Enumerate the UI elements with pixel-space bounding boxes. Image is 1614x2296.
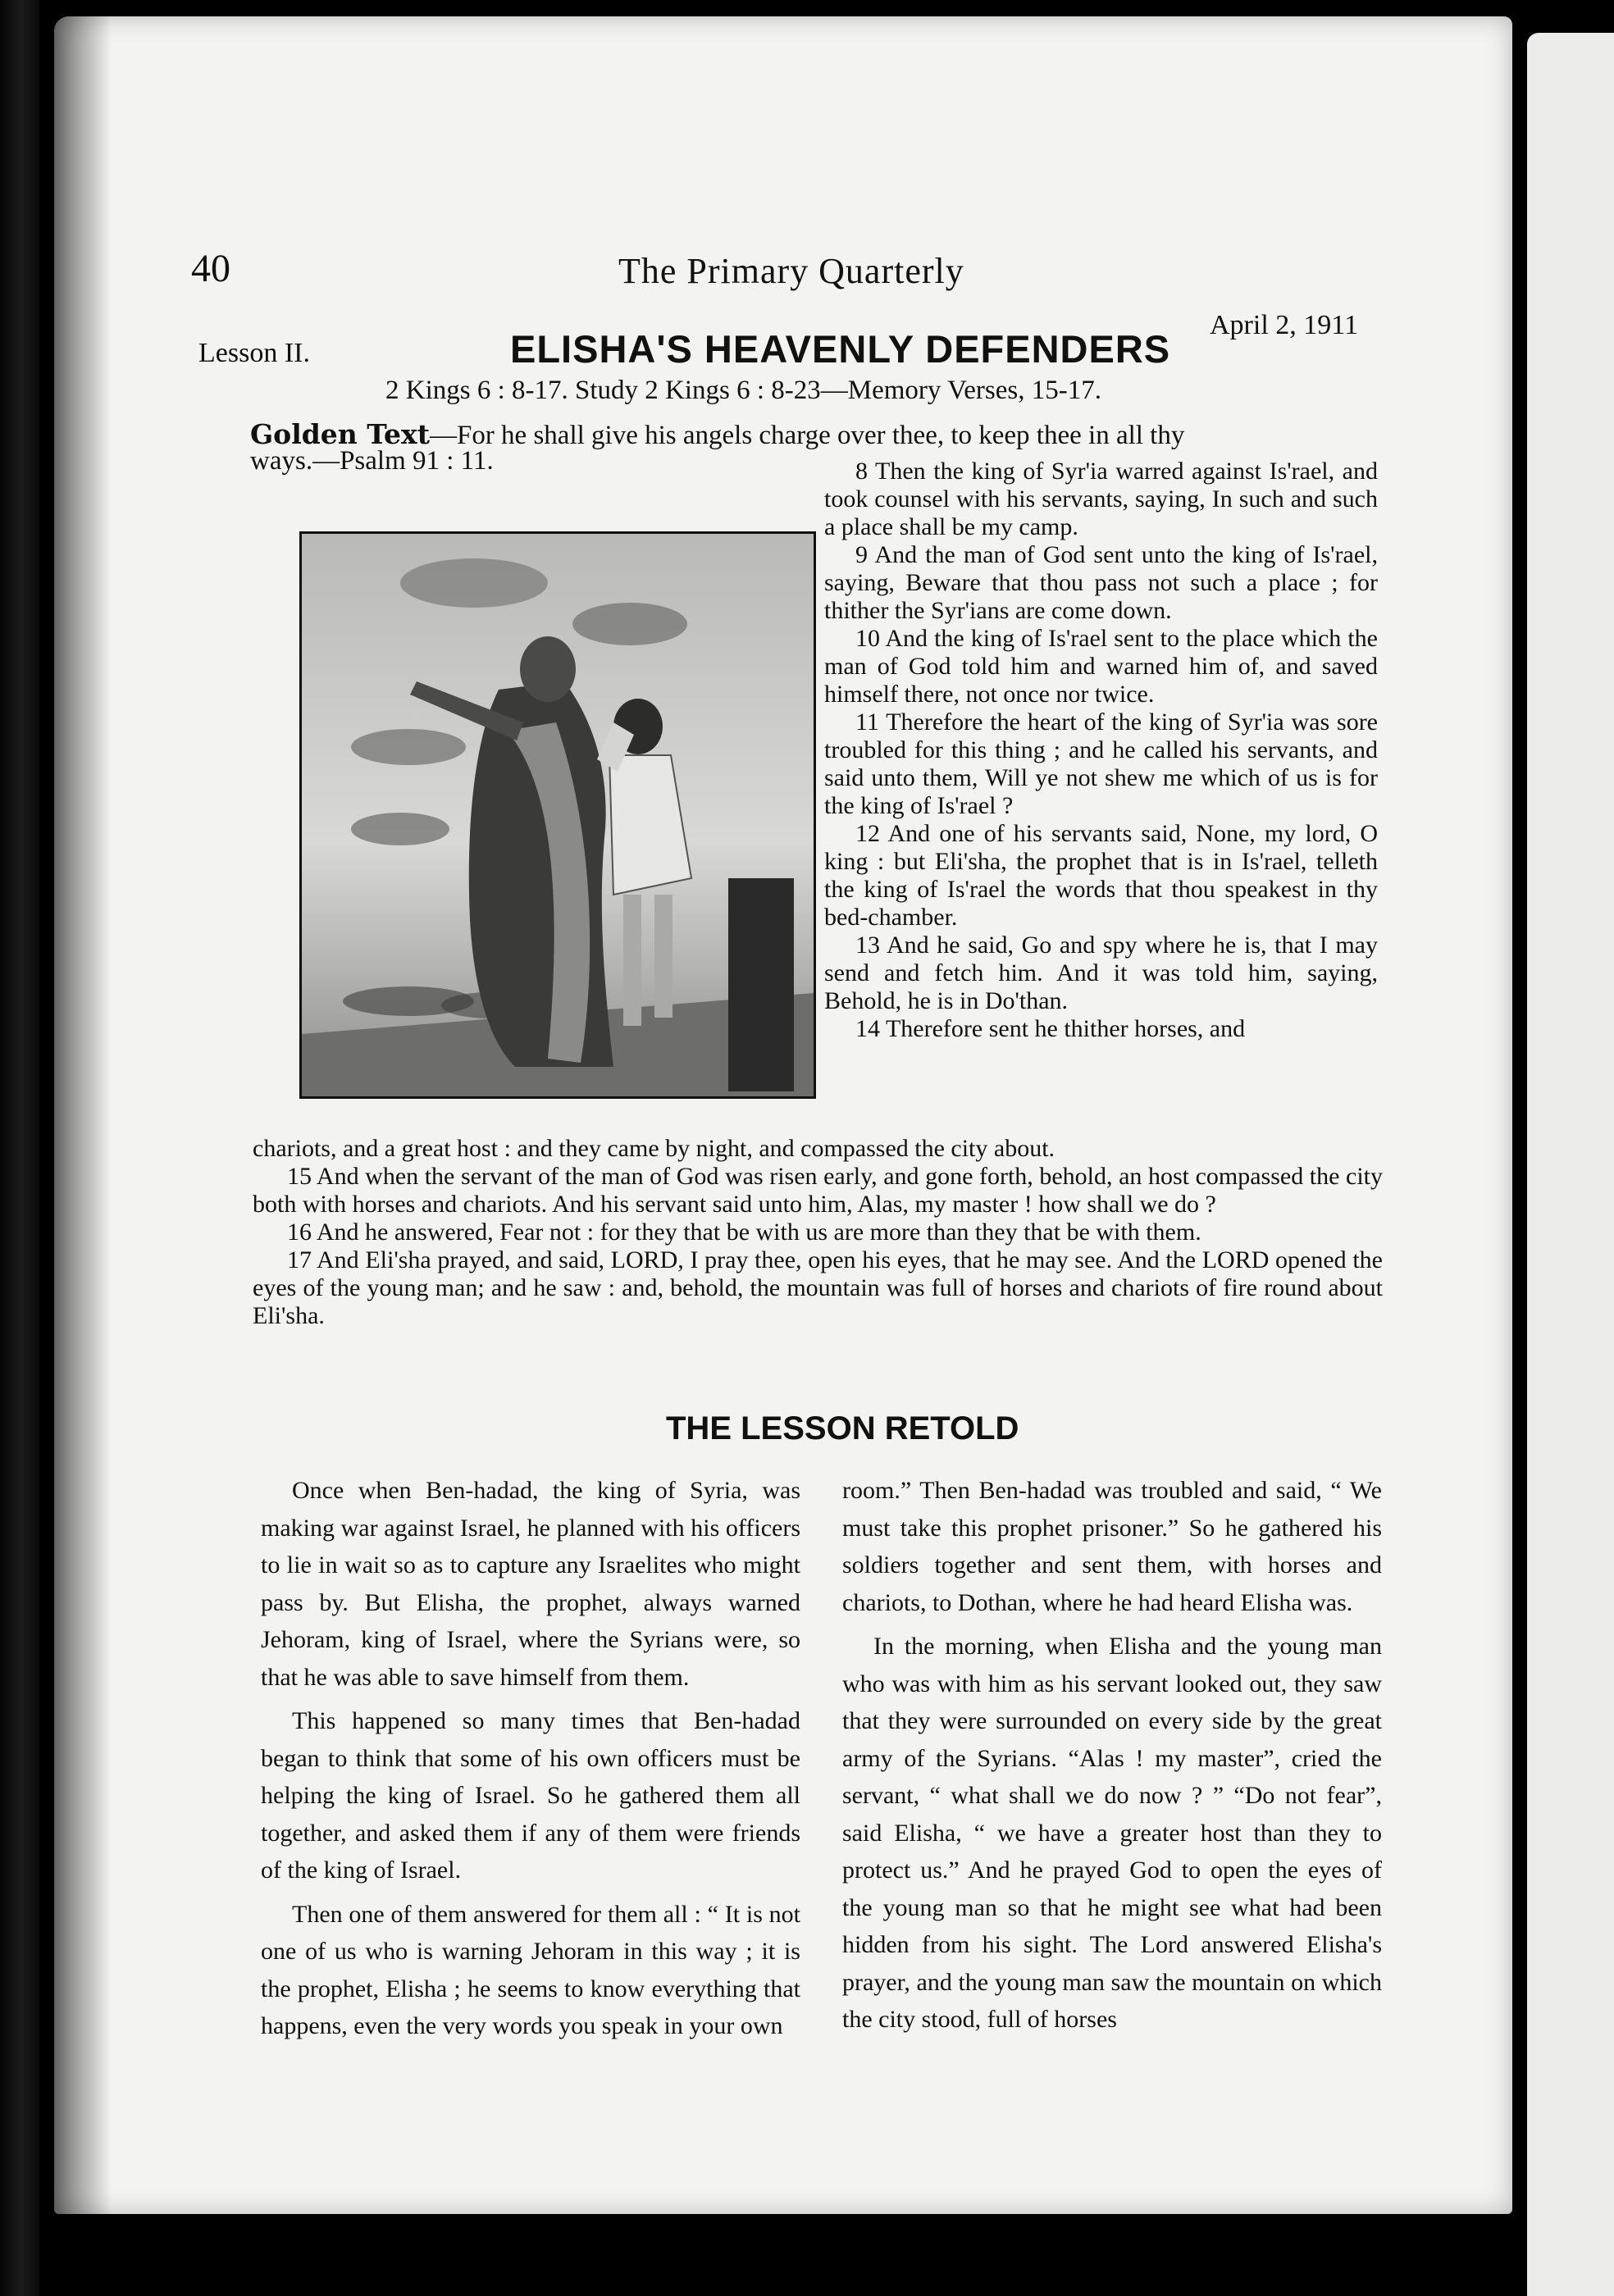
golden-text-label: Golden Text: [250, 418, 430, 450]
verse-17: 17 And Eli'sha prayed, and said, LORD, I pray thee, open his eyes, that he may see. And the LORD opened the eyes of the young man; and he saw : and, behold, the mountain was full of horses and chariots of fire round about Eli'sha.: [253, 1246, 1383, 1329]
verse-14: 14 Therefore sent he thither horses, and: [855, 1015, 1246, 1042]
lesson-number: Lesson II.: [198, 338, 310, 368]
running-head: The Primary Quarterly: [618, 251, 964, 291]
golden-text-continued: ways.—Psalm 91 : 11.: [250, 446, 494, 476]
retold-paragraph: Then one of them answered for them all : “ It is not one of us who is warning Jehoram in this way ; it is the prophet, Elisha ; he seems to know everything that happens, even the very words you speak in your own: [261, 1900, 800, 2039]
illustration-elisha-and-servant: [299, 531, 816, 1099]
lesson-date: April 2, 1911: [1210, 310, 1359, 340]
verse-13: 13 And he said, Go and spy where he is, that I may send and fetch him. And it was told him, saying, Behold, he is in Do'than.: [824, 932, 1378, 1014]
verse-11: 11 Therefore the heart of the king of Syr'ia was sore troubled for this thing ; and he called his servants, and said unto them, Will ye not shew me which of us is for the king of Is'rael ?: [824, 708, 1378, 819]
retold-paragraph: room.” Then Ben-hadad was troubled and said, “ We must take this prophet prisoner.” So he gathered his soldiers together and sent them, with horses and chariots, to Dothan, where he had heard Elisha was.: [842, 1477, 1382, 1616]
verse-10: 10 And the king of Is'rael sent to the place which the man of God told him and warned him of, and saved himself there, not once nor twice.: [824, 625, 1378, 708]
lesson-retold-heading: THE LESSON RETOLD: [666, 1410, 1019, 1446]
retold-paragraph: In the morning, when Elisha and the young man who was with him as his servant looked out, they saw that they were surrounded on every side by the great army of the Syrians. “Alas ! my master”, cried the servant, “ what shall we do now ? ” “Do not fear”, said Elisha, “ we have a greater host than they to protect us.” And he prayed God to open the eyes of the young man so that he might see what had been hidden from his sight. The Lord answered Elisha's prayer, and the young man saw the mountain on which the city stood, full of horses: [842, 1633, 1382, 2033]
gutter-shadow: [54, 16, 112, 2214]
retold-paragraph: Once when Ben-hadad, the king of Syria, was making war against Israel, he planned with his officers to lie in wait so as to capture any Israelites who might pass by. But Elisha, the prophet, always warned Jehoram, king of Israel, where the Syrians were, so that he was able to save himself from them.: [261, 1477, 800, 1691]
verse-12: 12 And one of his servants said, None, my lord, O king : but Eli'sha, the prophet that is in Is'rael, telleth the king of Is'rael the words that thou speakest in thy bed-chamber.: [824, 820, 1378, 931]
scripture-verses-full-width: [253, 1135, 1383, 1330]
verse-9: 9 And the man of God sent unto the king of Is'rael, saying, Beware that thou pass not such a place ; for thither the Syr'ians are come down.: [824, 541, 1378, 624]
page-number: 40: [191, 247, 230, 290]
retold-left-column: [261, 1472, 800, 2052]
retold-right-column: [842, 1472, 1382, 2045]
verse-14-continued: chariots, and a great host : and they came by night, and compassed the city about.: [253, 1135, 1055, 1162]
retold-paragraph: This happened so many times that Ben-hadad began to think that some of his own officers must be helping the king of Israel. So he gathered them all together, and asked them if any of them were friends of the king of Israel.: [261, 1707, 800, 1884]
illustration-drawing: [302, 534, 814, 1096]
adjacent-page-edge: [1527, 33, 1614, 2296]
verse-15: 15 And when the servant of the man of God was risen early, and gone forth, behold, an host compassed the city both with horses and chariots. And his servant said unto him, Alas, my master ! how shall we do ?: [253, 1163, 1383, 1218]
verse-16: 16 And he answered, Fear not : for they that be with us are more than they that be with them.: [287, 1219, 1201, 1246]
lesson-title: ELISHA'S HEAVENLY DEFENDERS: [510, 327, 1171, 371]
verse-8: 8 Then the king of Syr'ia warred against Is'rael, and took counsel with his servants, saying, In such and such a place shall be my camp.: [824, 458, 1378, 540]
book-spine: [0, 0, 39, 2296]
scripture-verses-column: [824, 458, 1378, 1043]
golden-text-body: —For he shall give his angels charge over thee, to keep thee in all thy: [429, 421, 1185, 450]
scripture-reference: 2 Kings 6 : 8-17. Study 2 Kings 6 : 8-23—Memory Verses, 15-17.: [385, 376, 1101, 405]
